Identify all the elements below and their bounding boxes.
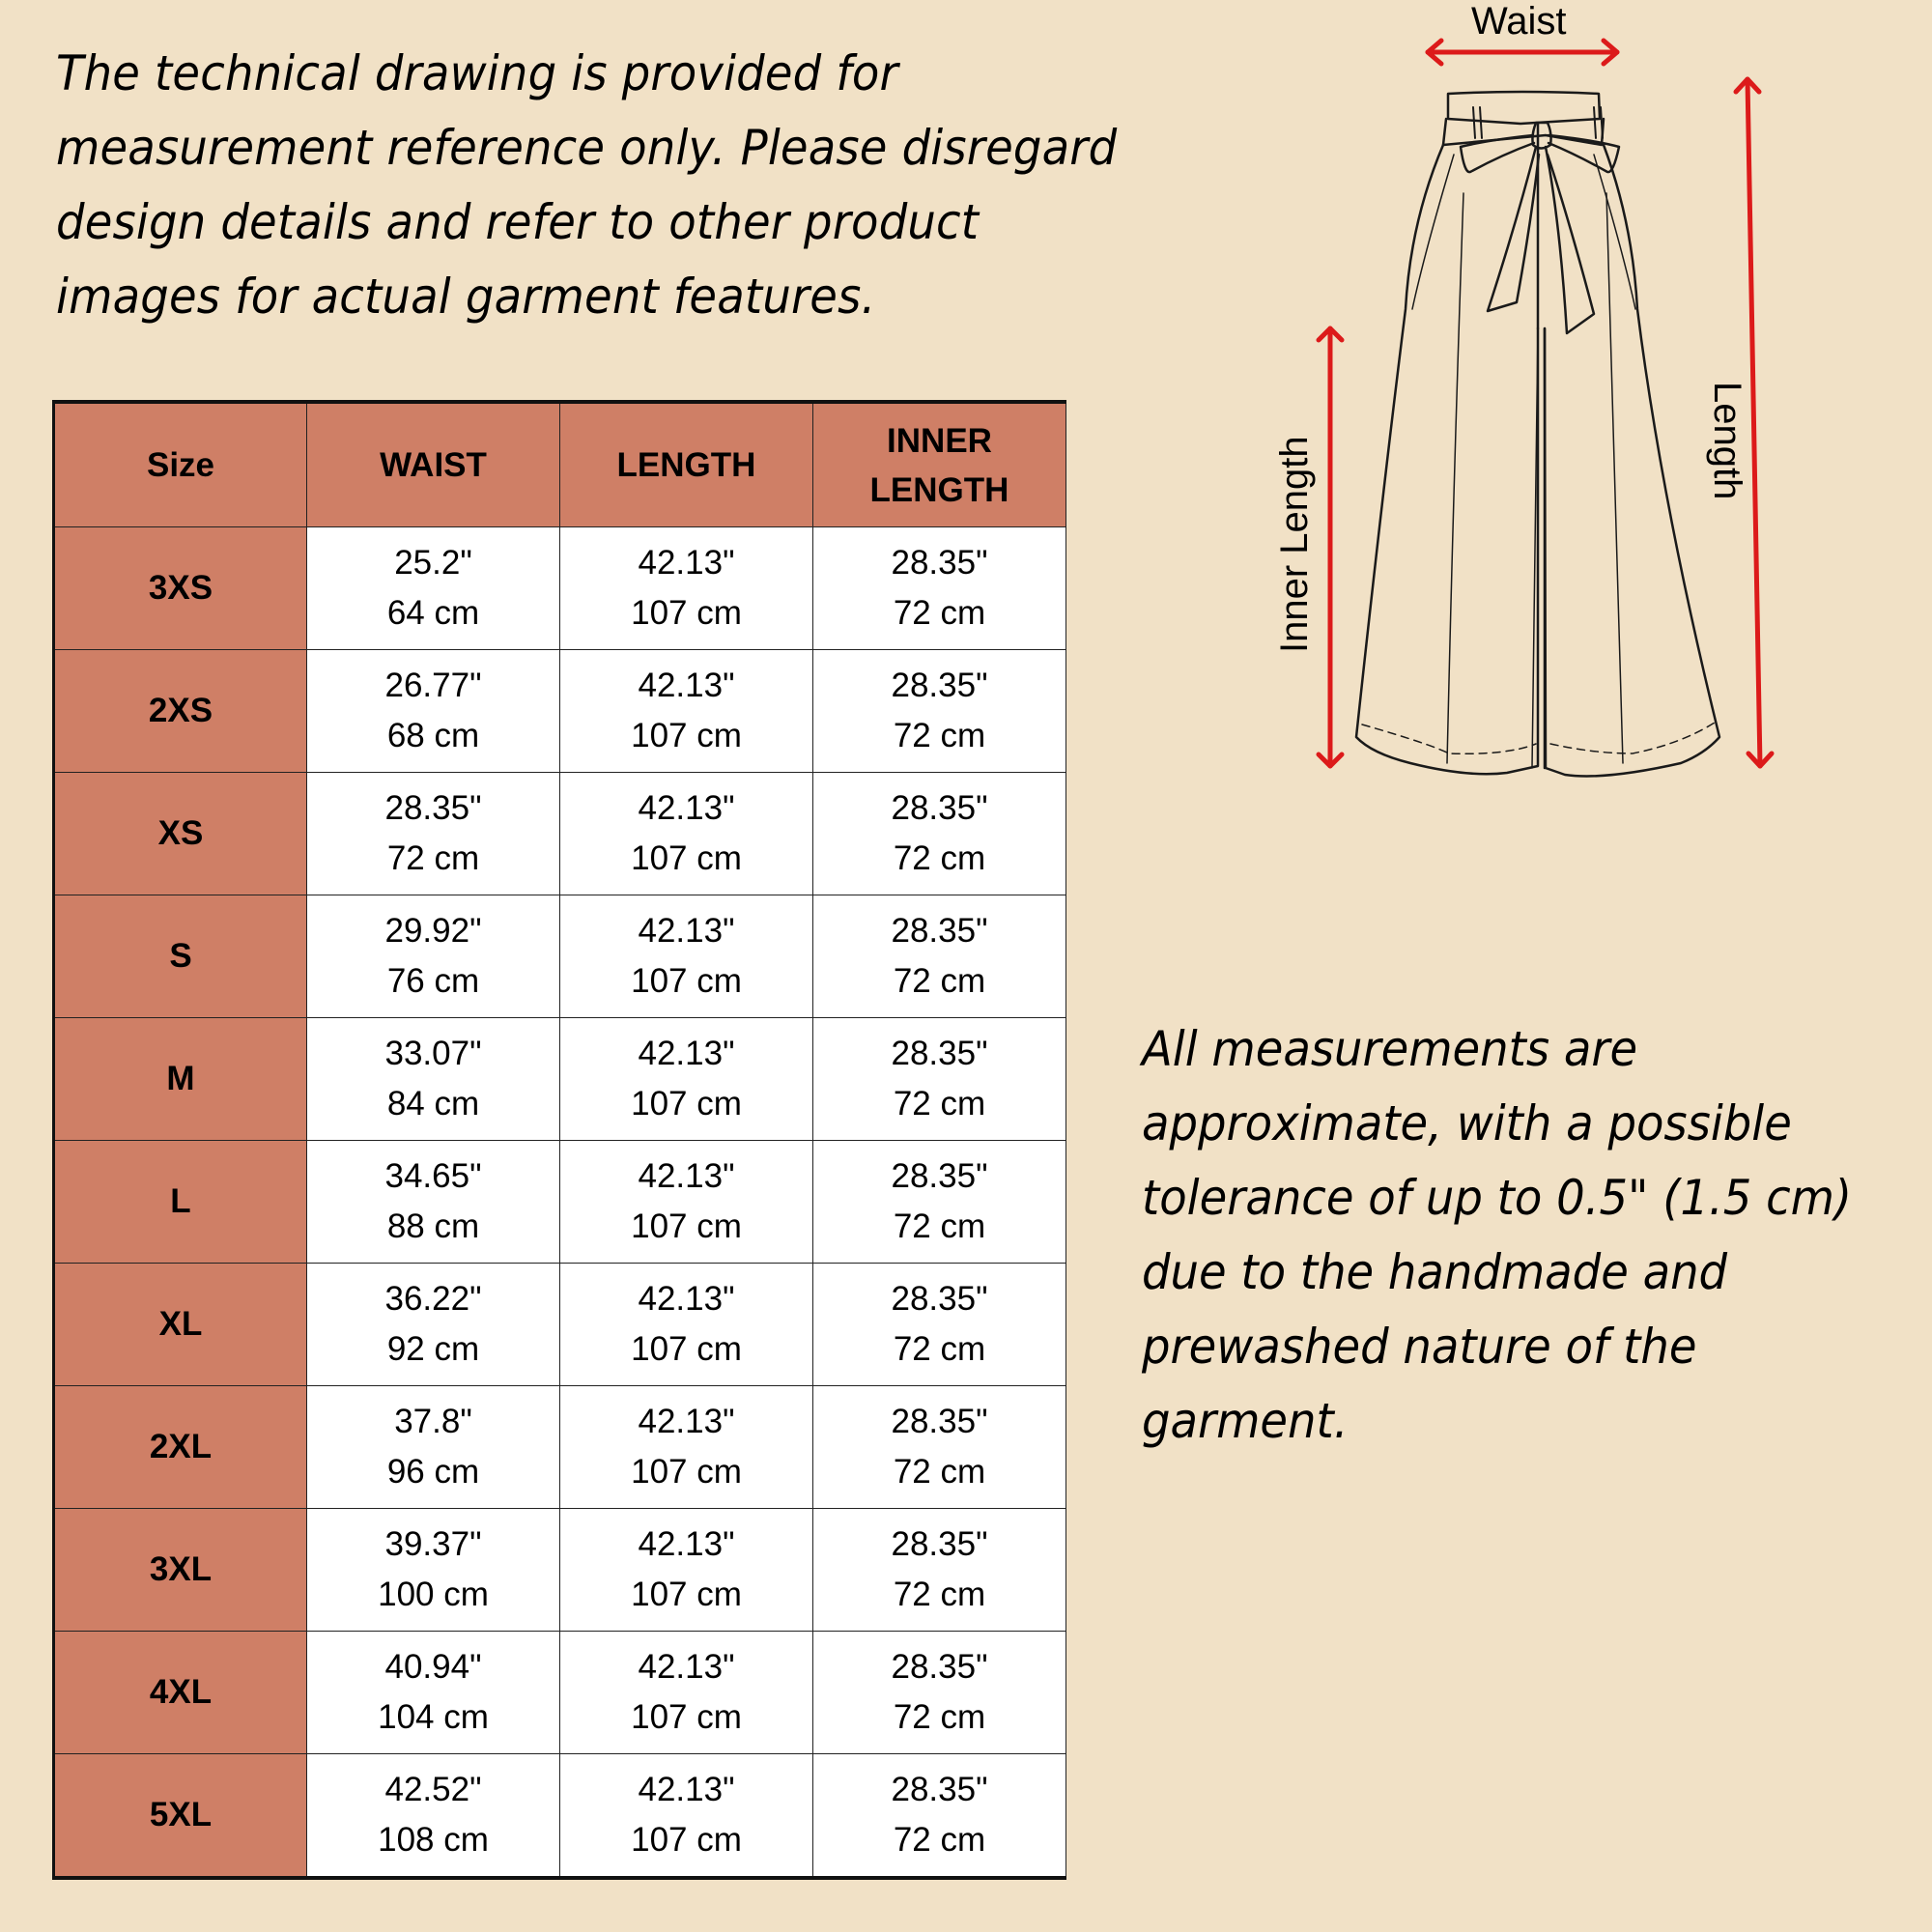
inner-length-cm: 72 cm xyxy=(893,1576,986,1613)
inner-length-cm: 72 cm xyxy=(893,1330,986,1368)
length-cm: 107 cm xyxy=(631,1576,742,1613)
length-cell xyxy=(560,1632,813,1754)
size-cell xyxy=(54,1141,307,1264)
length-label: Length xyxy=(1706,382,1748,500)
header-waist: WAIST xyxy=(307,402,560,527)
length-cell xyxy=(560,1264,813,1386)
inner-length-cell xyxy=(813,1018,1066,1141)
waist-inches: 40.94" xyxy=(384,1648,482,1686)
note-line: tolerance of up to 0.5" (1.5 cm) xyxy=(1142,1170,1853,1226)
size-value: 2XL xyxy=(149,1428,213,1465)
waist-cell xyxy=(307,1018,560,1141)
inner-length-cell xyxy=(813,773,1066,895)
waist-cm: 104 cm xyxy=(378,1698,489,1736)
table-row xyxy=(54,650,1066,773)
inner-length-inches: 28.35" xyxy=(891,1403,988,1440)
size-cell xyxy=(54,1018,307,1141)
waist-inches: 39.37" xyxy=(384,1525,482,1563)
length-cm: 107 cm xyxy=(631,1821,742,1859)
intro-line: measurement reference only. Please disregard xyxy=(56,120,1118,176)
inner-length-cell xyxy=(813,1264,1066,1386)
waist-cell xyxy=(307,1386,560,1509)
size-value: L xyxy=(170,1182,191,1220)
size-cell xyxy=(54,773,307,895)
waist-cell xyxy=(307,1264,560,1386)
table-row xyxy=(54,895,1066,1018)
inner-length-cm: 72 cm xyxy=(893,1453,986,1491)
waist-cell xyxy=(307,895,560,1018)
length-inches: 42.13" xyxy=(638,1771,735,1808)
length-cm: 107 cm xyxy=(631,717,742,754)
inner-length-cm: 72 cm xyxy=(893,1085,986,1122)
header-inner-length xyxy=(813,402,1066,527)
note-line: garment. xyxy=(1142,1393,1349,1449)
inner-length-inches: 28.35" xyxy=(891,1648,988,1686)
waist-cell xyxy=(307,527,560,650)
waist-inches: 42.52" xyxy=(384,1771,482,1808)
length-inches: 42.13" xyxy=(638,1035,735,1072)
inner-length-inches: 28.35" xyxy=(891,1157,988,1195)
length-cm: 107 cm xyxy=(631,962,742,1000)
size-value: S xyxy=(169,937,192,975)
length-inches: 42.13" xyxy=(638,544,735,582)
waist-arrow-icon xyxy=(1428,41,1617,64)
waist-cm: 96 cm xyxy=(386,1453,480,1491)
pants-outline-icon xyxy=(1356,92,1719,777)
size-value: XL xyxy=(158,1305,203,1343)
waist-cm: 64 cm xyxy=(386,594,480,632)
length-cell xyxy=(560,1141,813,1264)
waist-cm: 100 cm xyxy=(378,1576,489,1613)
inner-length-inches: 28.35" xyxy=(891,789,988,827)
length-cell xyxy=(560,650,813,773)
inner-length-inches: 28.35" xyxy=(891,1035,988,1072)
size-value: 2XS xyxy=(148,692,213,729)
inner-length-inches: 28.35" xyxy=(891,544,988,582)
inner-length-label: Inner Length xyxy=(1273,436,1316,653)
waist-cell xyxy=(307,1141,560,1264)
inner-length-cell xyxy=(813,1632,1066,1754)
waist-inches: 28.35" xyxy=(384,789,482,827)
table-row xyxy=(54,1141,1066,1264)
table-row xyxy=(54,1509,1066,1632)
waist-inches: 29.92" xyxy=(384,912,482,950)
length-cm: 107 cm xyxy=(631,1208,742,1245)
length-cm: 107 cm xyxy=(631,1453,742,1491)
header-length: LENGTH xyxy=(560,402,813,527)
size-cell xyxy=(54,1754,307,1879)
inner-length-cm: 72 cm xyxy=(893,839,986,877)
table-header-row xyxy=(54,402,1066,527)
length-inches: 42.13" xyxy=(638,1157,735,1195)
inner-length-inches: 28.35" xyxy=(891,912,988,950)
inner-length-cm: 72 cm xyxy=(893,717,986,754)
header-inner-length-line1: INNER xyxy=(887,421,992,460)
waist-inches: 25.2" xyxy=(394,544,472,582)
length-inches: 42.13" xyxy=(638,912,735,950)
length-cell xyxy=(560,895,813,1018)
table-row xyxy=(54,773,1066,895)
size-cell xyxy=(54,1264,307,1386)
intro-line: design details and refer to other product xyxy=(56,194,980,250)
length-inches: 42.13" xyxy=(638,1280,735,1318)
table-row xyxy=(54,1018,1066,1141)
length-cm: 107 cm xyxy=(631,839,742,877)
length-cell xyxy=(560,527,813,650)
waist-cm: 68 cm xyxy=(386,717,480,754)
waist-cell xyxy=(307,1754,560,1879)
table-row xyxy=(54,1264,1066,1386)
inner-length-cell xyxy=(813,1754,1066,1879)
waist-cell xyxy=(307,650,560,773)
inner-length-arrow-icon xyxy=(1319,328,1342,766)
inner-length-cell xyxy=(813,1386,1066,1509)
waist-cm: 76 cm xyxy=(386,962,480,1000)
note-line: prewashed nature of the xyxy=(1142,1319,1697,1375)
size-cell xyxy=(54,650,307,773)
inner-length-cm: 72 cm xyxy=(893,1821,986,1859)
length-cm: 107 cm xyxy=(631,594,742,632)
waist-inches: 33.07" xyxy=(384,1035,482,1072)
size-value: XS xyxy=(157,814,204,852)
waist-cm: 84 cm xyxy=(386,1085,480,1122)
table-row xyxy=(54,1632,1066,1754)
waist-inches: 26.77" xyxy=(384,667,482,704)
inner-length-cm: 72 cm xyxy=(893,594,986,632)
waist-inches: 37.8" xyxy=(394,1403,472,1440)
length-inches: 42.13" xyxy=(638,1525,735,1563)
waist-cm: 108 cm xyxy=(378,1821,489,1859)
size-value: 3XS xyxy=(148,569,213,607)
waist-inches: 36.22" xyxy=(384,1280,482,1318)
length-inches: 42.13" xyxy=(638,789,735,827)
waist-cm: 72 cm xyxy=(386,839,480,877)
inner-length-cm: 72 cm xyxy=(893,1208,986,1245)
size-cell xyxy=(54,895,307,1018)
intro-line: The technical drawing is provided for xyxy=(56,45,898,101)
size-cell xyxy=(54,1509,307,1632)
inner-length-cell xyxy=(813,1141,1066,1264)
note-line: All measurements are xyxy=(1142,1021,1638,1077)
size-value: M xyxy=(166,1060,195,1097)
inner-length-cell xyxy=(813,650,1066,773)
waist-cell xyxy=(307,1509,560,1632)
size-chart-table xyxy=(52,400,1066,1880)
inner-length-cm: 72 cm xyxy=(893,1698,986,1736)
inner-length-cell xyxy=(813,895,1066,1018)
waist-cell xyxy=(307,1632,560,1754)
table-row xyxy=(54,1386,1066,1509)
length-cell xyxy=(560,773,813,895)
waist-cm: 88 cm xyxy=(386,1208,480,1245)
size-cell xyxy=(54,1386,307,1509)
waist-label: Waist xyxy=(1471,0,1567,43)
waist-cell xyxy=(307,773,560,895)
measurement-tolerance-note xyxy=(1142,1012,1861,1459)
length-cell xyxy=(560,1754,813,1879)
size-cell xyxy=(54,1632,307,1754)
length-inches: 42.13" xyxy=(638,1648,735,1686)
inner-length-cell xyxy=(813,527,1066,650)
table-row xyxy=(54,1754,1066,1879)
header-inner-length-line2: LENGTH xyxy=(869,470,1009,509)
intro-line: images for actual garment features. xyxy=(56,269,876,325)
length-cell xyxy=(560,1509,813,1632)
length-inches: 42.13" xyxy=(638,1403,735,1440)
intro-disclaimer xyxy=(56,37,1118,334)
waist-cm: 92 cm xyxy=(386,1330,480,1368)
length-cm: 107 cm xyxy=(631,1330,742,1368)
size-cell xyxy=(54,527,307,650)
size-value: 4XL xyxy=(149,1673,213,1711)
inner-length-cm: 72 cm xyxy=(893,962,986,1000)
inner-length-cell xyxy=(813,1509,1066,1632)
header-size: Size xyxy=(54,402,307,527)
length-cell xyxy=(560,1018,813,1141)
inner-length-inches: 28.35" xyxy=(891,667,988,704)
length-cm: 107 cm xyxy=(631,1698,742,1736)
size-value: 3XL xyxy=(149,1550,213,1588)
length-cm: 107 cm xyxy=(631,1085,742,1122)
length-cell xyxy=(560,1386,813,1509)
inner-length-inches: 28.35" xyxy=(891,1525,988,1563)
inner-length-inches: 28.35" xyxy=(891,1771,988,1808)
size-value: 5XL xyxy=(149,1796,213,1833)
inner-length-inches: 28.35" xyxy=(891,1280,988,1318)
table-row xyxy=(54,527,1066,650)
waist-inches: 34.65" xyxy=(384,1157,482,1195)
length-inches: 42.13" xyxy=(638,667,735,704)
note-line: due to the handmade and xyxy=(1142,1244,1728,1300)
note-line: approximate, with a possible xyxy=(1142,1095,1792,1151)
